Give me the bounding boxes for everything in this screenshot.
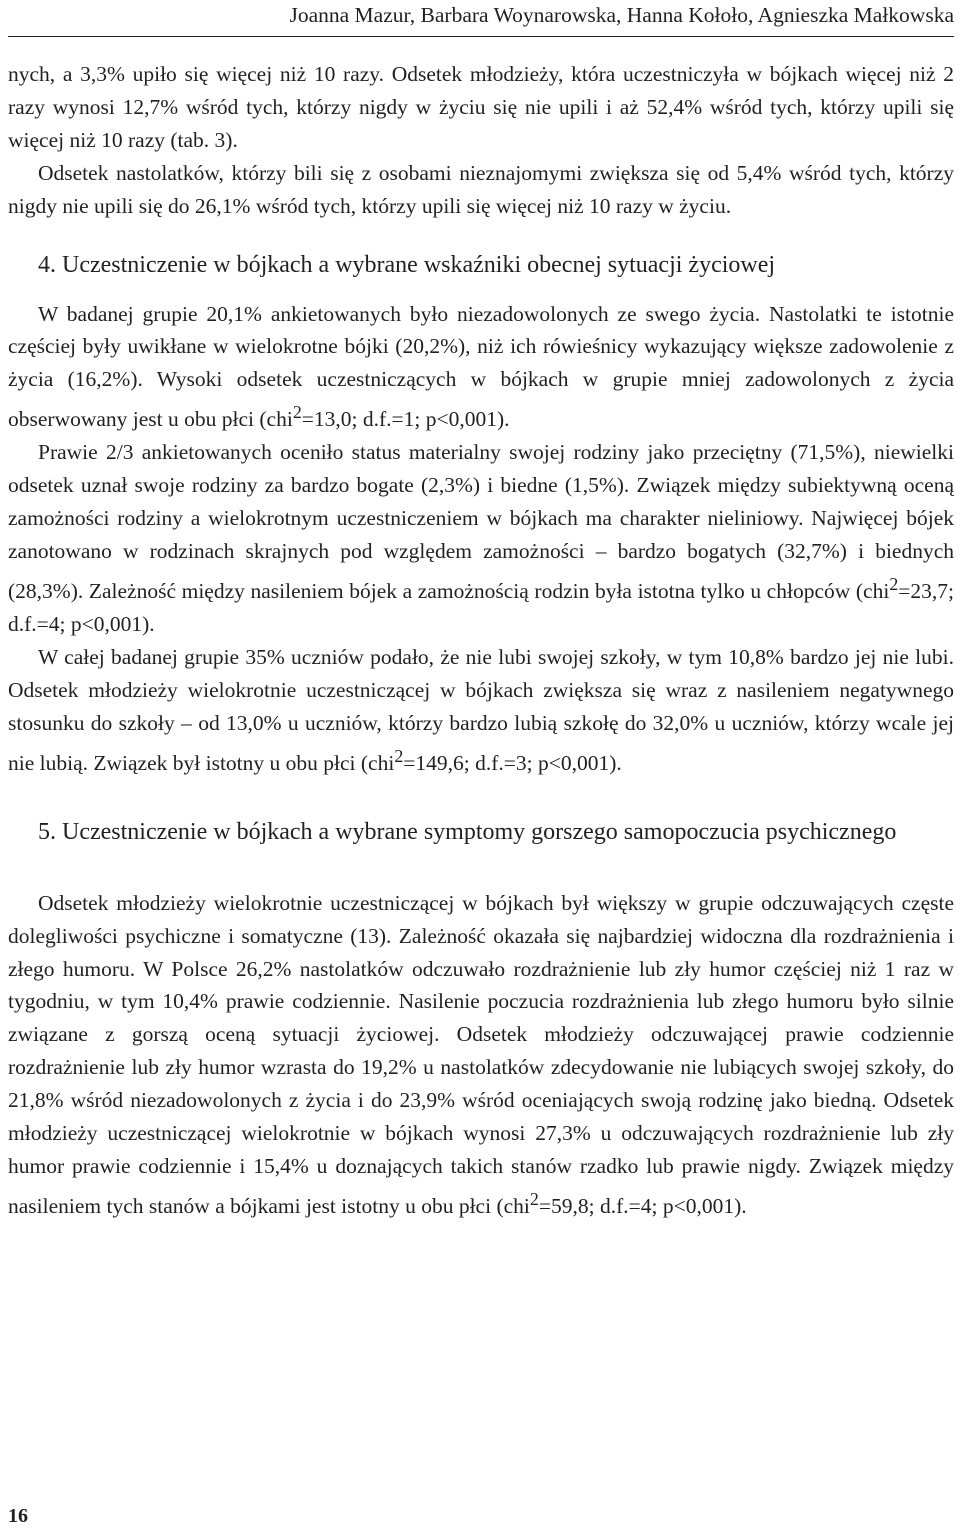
superscript: 2 (394, 745, 404, 766)
superscript: 2 (529, 1188, 539, 1209)
paragraph-text: W badanej grupie 20,1% ankietowanych było niezadowolonych ze swego życia. Nastolatki te istotnie częściej były uwikłane w wielokrotne bójki (20,2%), niż ich rówieśnicy wykazujący większe zadowolenie z życia (16,2%). Wysoki odsetek uczestniczących w bójkach w grupie mniej zadowolonych z życia obserwowany jest u obu płci (chi (8, 301, 954, 432)
paragraph (8, 298, 954, 437)
paragraph-continued: nych, a 3,3% upiło się więcej niż 10 razy. Odsetek młodzieży, która uczestniczyła w bójkach więcej niż 2 razy wynosi 12,7% wśród tych, którzy nigdy w życiu się nie upili i aż 52,4% wśród tych, którzy upili się więcej niż 10 razy (tab. 3). (8, 62, 954, 152)
paragraph-text: =149,6; d.f.=3; p<0,001). (403, 750, 622, 775)
superscript: 2 (292, 402, 302, 423)
paragraph-text: =23,7; d.f.=4; p<0,001). (8, 579, 954, 636)
section-heading-5: 5. Uczestniczenie w bójkach a wybrane symptomy gorszego samopoczucia psychicznego (38, 818, 897, 845)
article-body (8, 58, 954, 1223)
superscript: 2 (889, 573, 899, 594)
paragraph-text: Prawie 2/3 ankietowanych oceniło status materialny swojej rodziny jako przeciętny (71,5%), niewielki odsetek uznał swoje rodziny za bardzo bogate (2,3%) i biedne (1,5%). Związek między subiektywną oceną zamożności rodziny a wielokrotnym uczestniczeniem w bójkach ma charakter nieliniowy. Najwięcej bójek zanotowano w rodzinach skrajnych pod względem zamożności – bardzo bogatych (32,7%) i biednych (28,3%). Zależność między nasileniem bójek a zamożnością rodzin była istotna tylko u chłopców (chi (8, 440, 954, 604)
paragraph: Odsetek nastolatków, którzy bili się z osobami nieznajomymi zwiększa się od 5,4% wśród tych, którzy nigdy nie upili się do 26,1% wśród tych, którzy upili się więcej niż 10 razy w życiu. (8, 160, 954, 218)
paragraph-text: Odsetek młodzieży wielokrotnie uczestniczącej w bójkach był większy w grupie odczuwających częste dolegliwości psychiczne i somatyczne (13). Zależność okazała się najbardziej widoczna dla rozdrażnienia i złego humoru. W Polsce 26,2% nastolatków odczuwało rozdrażnienie lub zły humor częściej niż 1 raz w tygodniu, w tym 10,4% prawie codziennie. Nasilenie poczucia rozdrażnienia lub złego humoru było silnie związane z gorszą oceną sytuacji życiowej. Odsetek młodzieży odczuwającej prawie codziennie rozdrażnienie lub zły humor wzrasta do 19,2% u nastolatków zdecydowanie nie lubiących swojej szkoły, do 21,8% wśród niezadowolonych z życia i do 23,9% wśród oceniających swoją rodzinę jako biedną. Odsetek młodzieży uczestniczącej wielokrotnie w bójkach wynosi 27,3% u odczuwających rozdrażnienie lub zły humor prawie codziennie i 15,4% u doznających takich stanów rzadko lub prawie nigdy. Związek między nasileniem tych stanów a bójkami jest istotny u obu płci (chi (8, 890, 954, 1218)
page-number: 16 (8, 1505, 28, 1527)
paragraph (8, 436, 954, 641)
paragraph-text: W całej badanej grupie 35% uczniów podało, że nie lubi swojej szkoły, w tym 10,8% bardzo jej nie lubi. Odsetek młodzieży wielokrotnie uczestniczącej w bójkach zwiększa się wraz z nasileniem negatywnego stosunku do szkoły – od 13,0% u uczniów, którzy bardzo lubią szkołę do 32,0% u uczniów, którzy wcale jej nie lubią. Związek był istotny u obu płci (chi (8, 644, 954, 775)
paragraph (8, 887, 954, 1223)
paragraph-text: =59,8; d.f.=4; p<0,001). (538, 1194, 747, 1218)
running-head-authors: Joanna Mazur, Barbara Woynarowska, Hanna Kołoło, Agnieszka Małkowska (289, 3, 954, 27)
header-rule (8, 36, 954, 37)
paragraph (8, 641, 954, 780)
paragraph-text: =13,0; d.f.=1; p<0,001). (301, 407, 510, 432)
section-heading-4: 4. Uczestniczenie w bójkach a wybrane wskaźniki obecnej sytuacji życiowej (38, 251, 776, 278)
